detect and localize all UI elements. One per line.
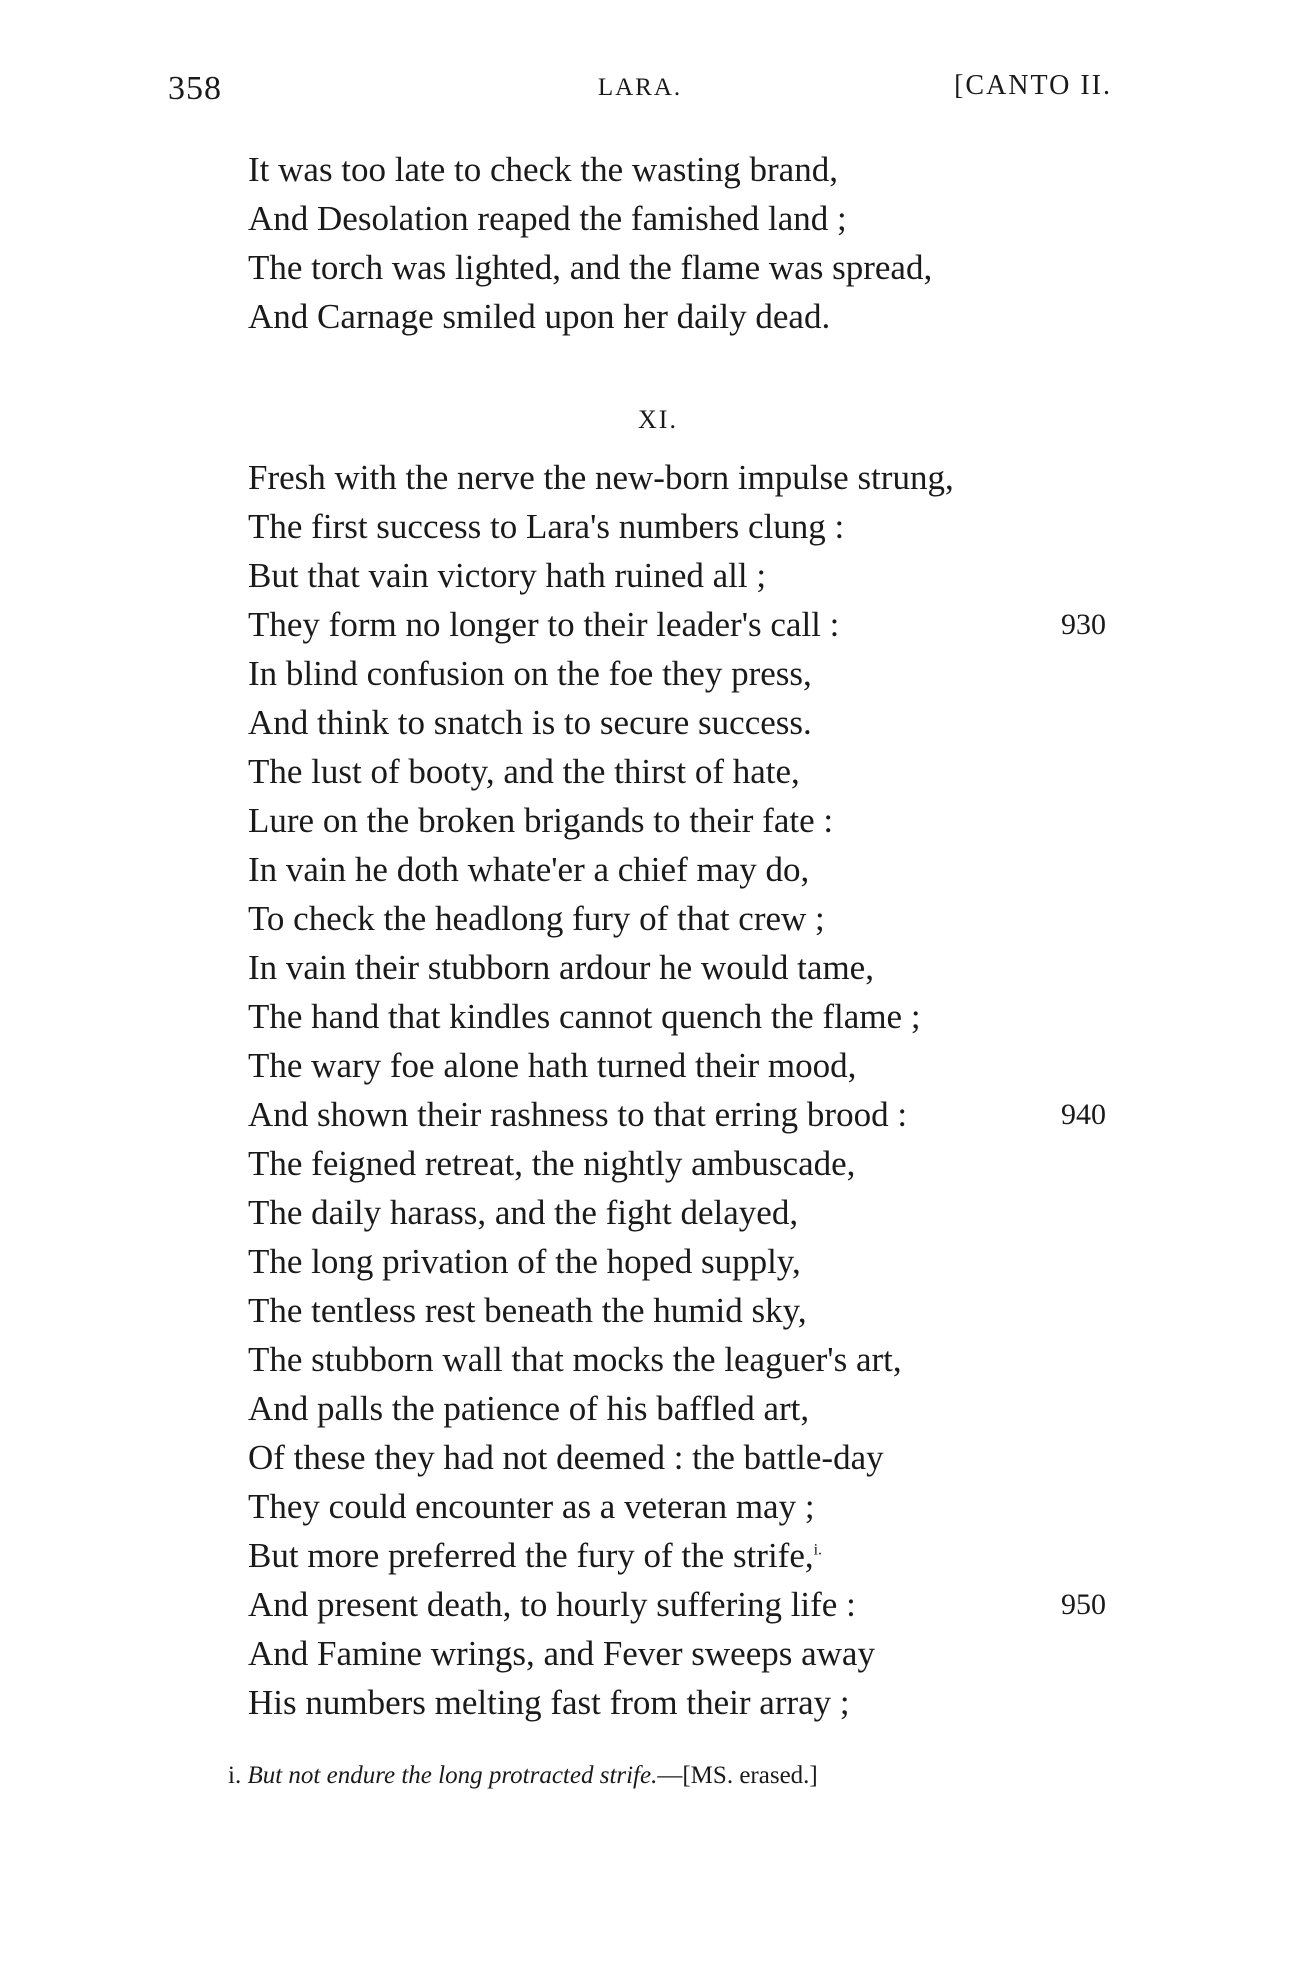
canto-label: [CANTO II. xyxy=(954,70,1112,101)
poem-line-text: In vain he doth whate'er a chief may do, xyxy=(248,850,810,889)
line-number: 940 xyxy=(1061,1098,1106,1131)
poem-line-text: The lust of booty, and the thirst of hate, xyxy=(248,752,800,791)
poem-line xyxy=(248,992,1128,1041)
poem-line-text: Fresh with the nerve the new-born impulse strung, xyxy=(248,458,954,497)
footnote xyxy=(228,1762,1108,1790)
footnote-source: —[MS. erased.] xyxy=(657,1762,818,1789)
section-number: XI. xyxy=(638,405,678,434)
poem-line xyxy=(248,1335,1128,1384)
poem-line-text: The feigned retreat, the nightly ambuscade, xyxy=(248,1144,856,1183)
poem-line-text: And think to snatch is to secure success. xyxy=(248,703,812,742)
running-title: LARA. xyxy=(597,74,683,101)
page-number: 358 xyxy=(168,70,222,107)
poem-line-text: The long privation of the hoped supply, xyxy=(248,1242,801,1281)
poem-line xyxy=(248,1237,1128,1286)
poem-line-text: The hand that kindles cannot quench the flame ; xyxy=(248,997,921,1036)
poem-line-text: The tentless rest beneath the humid sky, xyxy=(248,1291,807,1330)
poem-line-text: In vain their stubborn ardour he would tame, xyxy=(248,948,874,987)
poem-line xyxy=(248,1531,1128,1580)
line-number: 930 xyxy=(1061,608,1106,641)
running-header xyxy=(168,70,1112,120)
poem-line xyxy=(248,649,1128,698)
poem-line-text: They form no longer to their leader's call : xyxy=(248,605,840,644)
poem-line-text: They could encounter as a veteran may ; xyxy=(248,1487,815,1526)
poem-line: And Desolation reaped the famished land ; xyxy=(248,199,847,238)
poem-line xyxy=(248,845,1128,894)
poem-line-text: And Famine wrings, and Fever sweeps away xyxy=(248,1634,875,1673)
poem-line xyxy=(248,551,1128,600)
poem-line xyxy=(248,747,1128,796)
poem-line xyxy=(248,1139,1128,1188)
poem-line xyxy=(248,600,1128,649)
poem-line xyxy=(248,796,1128,845)
poem-line xyxy=(248,1188,1128,1237)
poem-line xyxy=(248,894,1128,943)
poem-line xyxy=(248,1433,1128,1482)
poem-line xyxy=(248,1384,1128,1433)
poem-line-text: The stubborn wall that mocks the leaguer's art, xyxy=(248,1340,902,1379)
poem-line-text: Of these they had not deemed : the battle-day xyxy=(248,1438,884,1477)
poem-line xyxy=(248,1482,1128,1531)
poem-line-text: But more preferred the fury of the strife, xyxy=(248,1536,814,1575)
poem-line xyxy=(248,1629,1128,1678)
poem-line-text: In blind confusion on the foe they press, xyxy=(248,654,812,693)
poem-line-text: His numbers melting fast from their array ; xyxy=(248,1683,850,1722)
poem-line-text: To check the headlong fury of that crew ; xyxy=(248,899,825,938)
poem-line xyxy=(248,1090,1128,1139)
poem-line-text: But that vain victory hath ruined all ; xyxy=(248,556,767,595)
stanza-x-ending xyxy=(248,145,1128,341)
poem-line xyxy=(248,453,1128,502)
poem-line-text: And palls the patience of his baffled art, xyxy=(248,1389,810,1428)
poem-line: It was too late to check the wasting brand, xyxy=(248,150,838,189)
poem-line-text: The daily harass, and the fight delayed, xyxy=(248,1193,799,1232)
footnote-text: But not endure the long protracted strife. xyxy=(247,1762,658,1789)
poem-line xyxy=(248,943,1128,992)
footnote-reference[interactable]: i. xyxy=(813,1541,823,1559)
stanza-xi xyxy=(248,453,1128,1727)
poem-line-text: The first success to Lara's numbers clung : xyxy=(248,507,845,546)
poem-line-text: Lure on the broken brigands to their fate : xyxy=(248,801,834,840)
poem-line xyxy=(248,1286,1128,1335)
poem-line: And Carnage smiled upon her daily dead. xyxy=(248,297,831,336)
line-number: 950 xyxy=(1061,1588,1106,1621)
footnote-marker: i. xyxy=(228,1762,242,1789)
poem-line xyxy=(248,502,1128,551)
poem-line xyxy=(248,1041,1128,1090)
poem-line-text: And shown their rashness to that erring brood : xyxy=(248,1095,908,1134)
poem-line xyxy=(248,1580,1128,1629)
poem-line-text: The wary foe alone hath turned their mood, xyxy=(248,1046,857,1085)
poem-line: The torch was lighted, and the flame was spread, xyxy=(248,248,933,287)
poem-line xyxy=(248,1678,1128,1727)
poem-line-text: And present death, to hourly suffering life : xyxy=(248,1585,856,1624)
poem-line xyxy=(248,698,1128,747)
